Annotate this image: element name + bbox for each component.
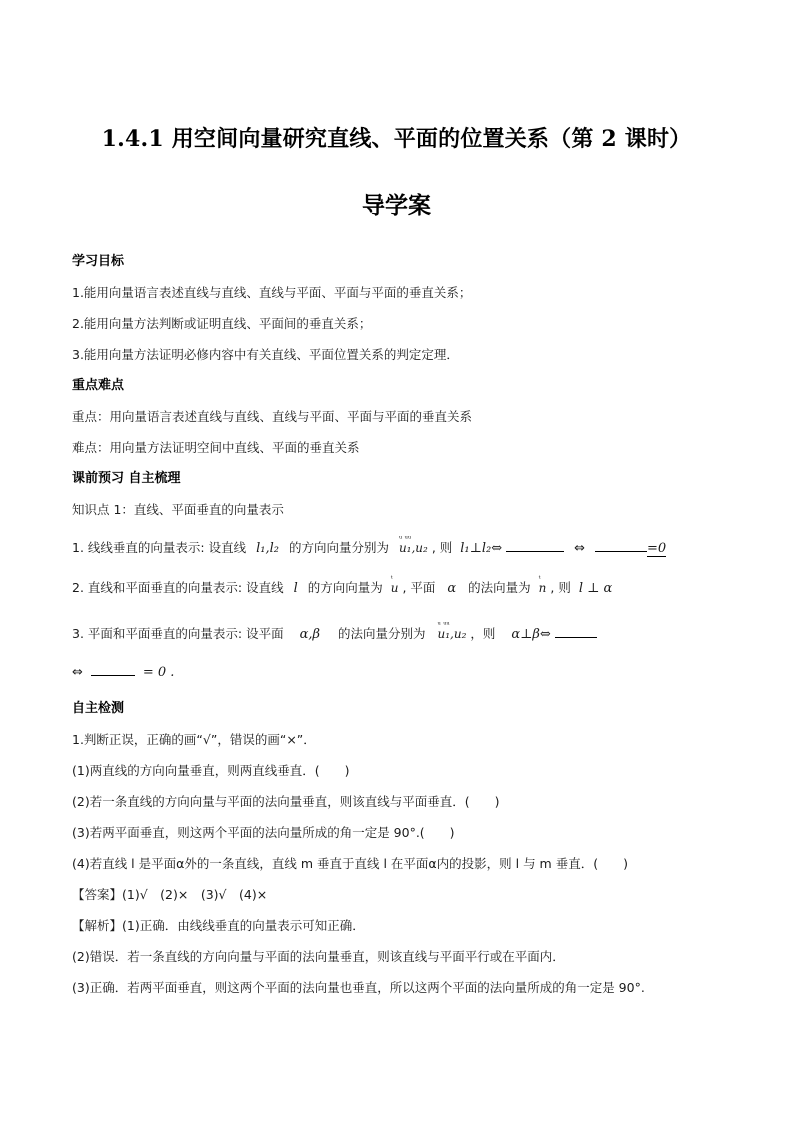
item2-text-mid: 的方向向量为 <box>307 580 383 595</box>
answer-blank[interactable] <box>506 537 564 552</box>
iff-symbol: ⇔ <box>72 665 83 680</box>
explanation-line: 【解析】(1)正确．由线线垂直的向量表示可知正确． <box>72 918 365 933</box>
document-title: 1.4.1 用空间向量研究直线、平面的位置关系（第 2 课时） <box>101 126 692 152</box>
item3-eq-zero: = 0 . <box>142 665 175 680</box>
item1-vectors: ᵘ ᵘᵘ u₁,u₂ <box>398 534 428 555</box>
item2-relation: l ⊥ α <box>578 581 613 596</box>
knowledge-point-heading: 知识点 1：直线、平面垂直的向量表示 <box>72 502 284 517</box>
test-question: (1)两直线的方向向量垂直，则两直线垂直．( ) <box>72 763 350 778</box>
answer-blank[interactable] <box>91 661 135 676</box>
section-heading-key-points: 重点难点 <box>72 378 125 393</box>
key-point-item: 重点：用向量语言表述直线与直线、直线与平面、平面与平面的垂直关系 <box>72 409 473 424</box>
item3-text-post: ，则 <box>470 626 496 641</box>
difficulty-item: 难点：用向量方法证明空间中直线、平面的垂直关系 <box>72 440 360 455</box>
item2-direction-vector: ᵗ u <box>390 574 399 595</box>
item3-relation: α⊥β⇔ <box>511 627 551 642</box>
item2-plane: α <box>447 581 457 596</box>
test-question: (3)若两平面垂直，则这两个平面的法向量所成的角一定是 90°.( ) <box>72 825 455 840</box>
item1-text-mid: 的方向向量分别为 <box>288 540 389 555</box>
item1-relation: l₁⊥l₂⇔ <box>460 541 503 556</box>
section-heading-self-test: 自主检测 <box>72 701 125 716</box>
item1-text: 1. 线线垂直的向量表示: 设直线 <box>72 540 247 555</box>
item3-planes: α,β <box>299 627 321 642</box>
item-line-perpendicular <box>72 534 667 558</box>
item2-text: 2. 直线和平面垂直的向量表示: 设直线 <box>72 580 284 595</box>
iff-symbol: ⇔ <box>574 541 585 556</box>
item2-line: l <box>293 581 298 596</box>
test-instruction: 1.判断正误，正确的画“√”，错误的画“×”． <box>72 732 316 747</box>
document-subtitle: 导学案 <box>362 192 431 219</box>
item2-text-mid2: , 平面 <box>402 580 436 595</box>
item1-text-post: , 则 <box>431 540 453 555</box>
test-question: (2)若一条直线的方向向量与平面的法向量垂直，则该直线与平面垂直．( ) <box>72 794 500 809</box>
explanation-line: (3)正确．若两平面垂直，则这两个平面的法向量也垂直，所以这两个平面的法向量所成的角一定是 90°. <box>72 980 645 995</box>
answer-blank[interactable] <box>595 537 647 552</box>
explanation-line: (2)错误．若一条直线的方向向量与平面的法向量垂直，则该直线与平面平行或在平面内． <box>72 949 565 964</box>
item2-text-post: , 则 <box>550 580 571 595</box>
goal-item: 1.能用向量语言表述直线与直线、直线与平面、平面与平面的垂直关系； <box>72 285 472 300</box>
item-line-plane-perpendicular <box>72 574 613 598</box>
goal-item: 2.能用向量方法判断或证明直线、平面间的垂直关系； <box>72 316 372 331</box>
item3-vectors: ᵘ ᵘᵘ u₁,u₂ <box>437 620 467 641</box>
item1-lines: l₁,l₂ <box>256 541 279 556</box>
test-question: (4)若直线 l 是平面α外的一条直线，直线 m 垂直于直线 l 在平面α内的投影，则 l 与 m 垂直．( ) <box>72 856 628 871</box>
item2-normal-vector: ᵗ n <box>538 574 547 595</box>
item3-text-mid: 的法向量分别为 <box>338 626 426 641</box>
item3-text: 3. 平面和平面垂直的向量表示: 设平面 <box>72 626 284 641</box>
item3-continuation <box>72 661 174 682</box>
answer-line: 【答案】(1)√ (2)× (3)√ (4)× <box>72 887 268 902</box>
section-heading-preview: 课前预习 自主梳理 <box>72 471 181 486</box>
answer-blank[interactable] <box>555 623 597 638</box>
item-plane-plane-perpendicular <box>72 620 597 644</box>
item1-eq-zero: =0 <box>646 541 667 556</box>
goal-item: 3.能用向量方法证明必修内容中有关直线、平面位置关系的判定定理． <box>72 347 459 362</box>
item2-text-mid3: 的法向量为 <box>468 580 531 595</box>
section-heading-goals: 学习目标 <box>72 254 125 269</box>
